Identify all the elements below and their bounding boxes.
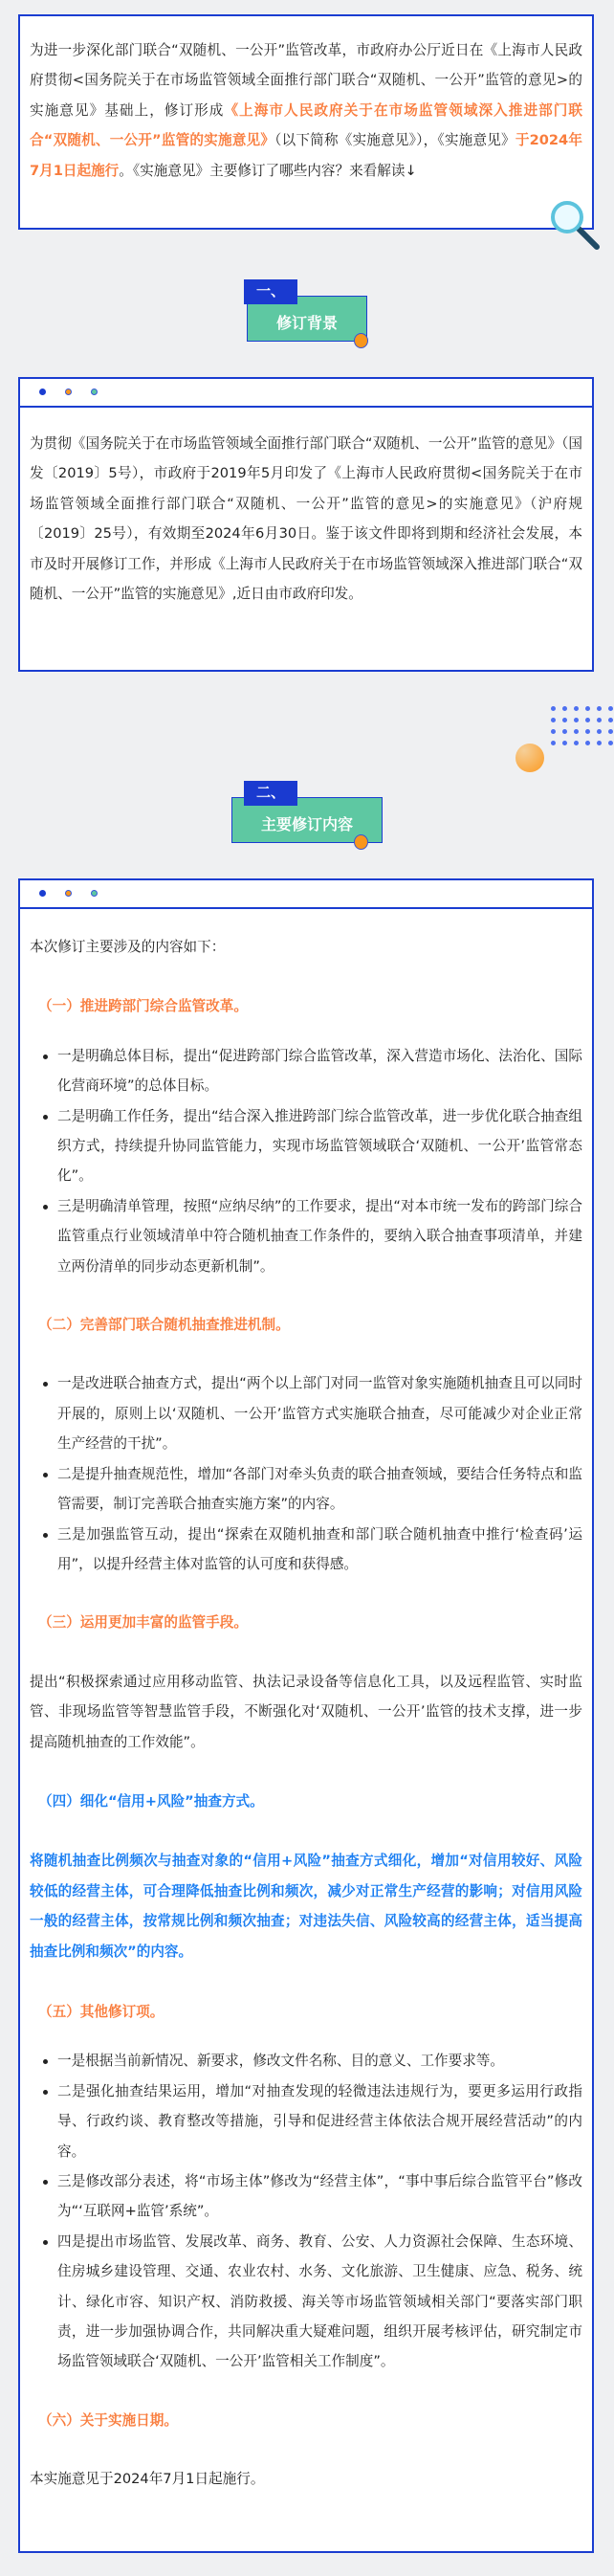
document-title-highlight: 《上海市人民政府关于在市场监管领域深入推进部门联合“双随机、一公开”监管的实施意见》 (30, 101, 582, 149)
orange-circle-decoration (515, 744, 544, 772)
card-header (20, 880, 592, 909)
card-header (20, 379, 592, 408)
list-item: 三是明确清单管理，按照“应纳尽纳”的工作要求，提出“对本市统一发布的跨部门综合监管重点行业领域清单中符合随机抽查工作条件的，要纳入联合抽查事项清单，并建立两份清单的同步动态更新机制”。 (57, 1191, 582, 1281)
list-item: 三是修改部分表述，将“市场主体”修改为“经营主体”，“事中事后综合监管平台”修改为“‘互联网+监管’系统”。 (57, 2166, 582, 2227)
list-item: 二是强化抽查结果运用，增加“对抽查发现的轻微违法违规行为，要更多运用行政指导、行政约谈、教育整改等措施，引导和促进经营主体依法合规开展经营活动”的内容。 (57, 2076, 582, 2166)
list-item: 四是提出市场监管、发展改革、商务、教育、公安、人力资源社会保障、生态环境、住房城乡建设管理、交通、农业农村、水务、文化旅游、卫生健康、应急、税务、统计、绿化市容、知识产权、消防救援、海关等市场监管领域相关部门“要落实部门职责，进一步加强协调合作，共同解决重大疑难问题，组织开展考核评估，研究制定市场监管领域联合‘双随机、一公开’监管相关工作制度”。 (57, 2227, 582, 2377)
orange-dot-decoration (354, 834, 368, 850)
section-title: 主要修订内容 (231, 797, 383, 843)
subheading: （五）其他修订项。 (38, 2003, 164, 2020)
revision-content-card (18, 878, 594, 2553)
paragraph: 提出“积极探索通过应用移动监管、执法记录设备等信息化工具，以及远程监管、实时监管、非现场监管等智慧监管手段，不断强化对‘双随机、一公开’监管的技术支撑，进一步提高随机抽查的工作效能”。 (30, 1673, 582, 1750)
intro-text: 为进一步深化部门联合“双随机、一公开”监管改革，市政府办公厅近日在《上海市人民政府贯彻<国务院关于在市场监管领域全面推行部门联合“双随机、一公开”监管的意见>的实施意见》基础上，修订形成 (30, 42, 582, 119)
blue-dot-icon (39, 389, 46, 395)
subheading: （三）运用更加丰富的监管手段。 (38, 1614, 248, 1632)
section-number: 二、 (244, 781, 297, 806)
section-title: 修订背景 (247, 296, 367, 342)
list-item: 一是根据当前新情况、新要求，修改文件名称、目的意义、工作要求等。 (57, 2046, 582, 2076)
bullet-list (30, 2046, 582, 2376)
paragraph: 将随机抽查比例频次与抽查对象的“信用+风险”抽查方式细化，增加“对信用较好、风险较低的经营主体，可合理降低抽查比例和频次，减少对正常生产经营的影响；对信用风险一般的经营主体，按常规比例和频次抽查；对违法失信、风险较高的经营主体，适当提高抽查比例和频次”的内容。 (30, 1853, 582, 1960)
magnifier-icon (547, 197, 603, 253)
intro-text: （以下简称《实施意见》），《实施意见》 (274, 132, 515, 149)
intro-paragraph (30, 35, 582, 186)
subheading: （二）完善部门联合随机抽查推进机制。 (38, 1317, 290, 1334)
dot-grid-decoration (551, 706, 613, 745)
subheading: （六）关于实施日期。 (38, 2411, 178, 2429)
list-item: 三是加强监管互动，提出“探索在双随机抽查和部门联合随机抽查中推行‘检查码’运用”，以提升经营主体对监管的认可度和获得感。 (57, 1520, 582, 1580)
bullet-list (30, 1368, 582, 1579)
intro-card (18, 14, 594, 230)
bullet-list (30, 1041, 582, 1281)
background-paragraph: 为贯彻《国务院关于在市场监管领域全面推行部门联合“双随机、一公开”监管的意见》（国发〔2019〕5号），市政府于2019年5月印发了《上海市人民政府贯彻<国务院关于在市场监管领域全面推行部门联合“双随机、一公开”监管的意见>的实施意见》（沪府规〔2019〕25号），有效期至2024年6月30日。鉴于该文件即将到期和经济社会发展，本市及时开展修订工作，并形成《上海市人民政府关于在市场监管领域深入推进部门联合“双随机、一公开”监管的实施意见》,近日由市政府印发。 (30, 435, 582, 603)
green-dot-icon (91, 389, 98, 395)
list-item: 一是改进联合抽查方式，提出“两个以上部门对同一监管对象实施随机抽查且可以同时开展的，原则上以‘双随机、一公开’监管方式实施联合抽查，尽可能减少对企业正常生产经营的干扰”。 (57, 1368, 582, 1458)
paragraph: 本实施意见于2024年7月1日起施行。 (30, 2471, 265, 2488)
intro-line: 本次修订主要涉及的内容如下： (30, 939, 226, 955)
orange-dot-icon (65, 389, 72, 395)
list-item: 一是明确总体目标，提出“促进跨部门综合监管改革，深入营造市场化、法治化、国际化营商环境”的总体目标。 (57, 1041, 582, 1101)
section-number: 一、 (244, 279, 297, 304)
intro-text: 。《实施意见》主要修订了哪些内容？来看解读↓ (119, 162, 417, 179)
orange-dot-decoration (354, 333, 368, 348)
background-card (18, 377, 594, 672)
subheading: （四）细化“信用+风险”抽查方式。 (38, 1792, 264, 1810)
green-dot-icon (91, 890, 98, 897)
orange-dot-icon (65, 890, 72, 897)
list-item: 二是提升抽查规范性，增加“各部门对牵头负责的联合抽查领域，要结合任务特点和监管需要，制订完善联合抽查实施方案”的内容。 (57, 1459, 582, 1520)
list-item: 二是明确工作任务，提出“结合深入推进跨部门综合监管改革，进一步优化联合抽查组织方式，持续提升协同监管能力，实现市场监管领域联合‘双随机、一公开’监管常态化”。 (57, 1101, 582, 1191)
subheading: （一）推进跨部门综合监管改革。 (38, 998, 248, 1015)
blue-dot-icon (39, 890, 46, 897)
effective-date-highlight: 于2024年7月1日起施行 (30, 132, 582, 179)
